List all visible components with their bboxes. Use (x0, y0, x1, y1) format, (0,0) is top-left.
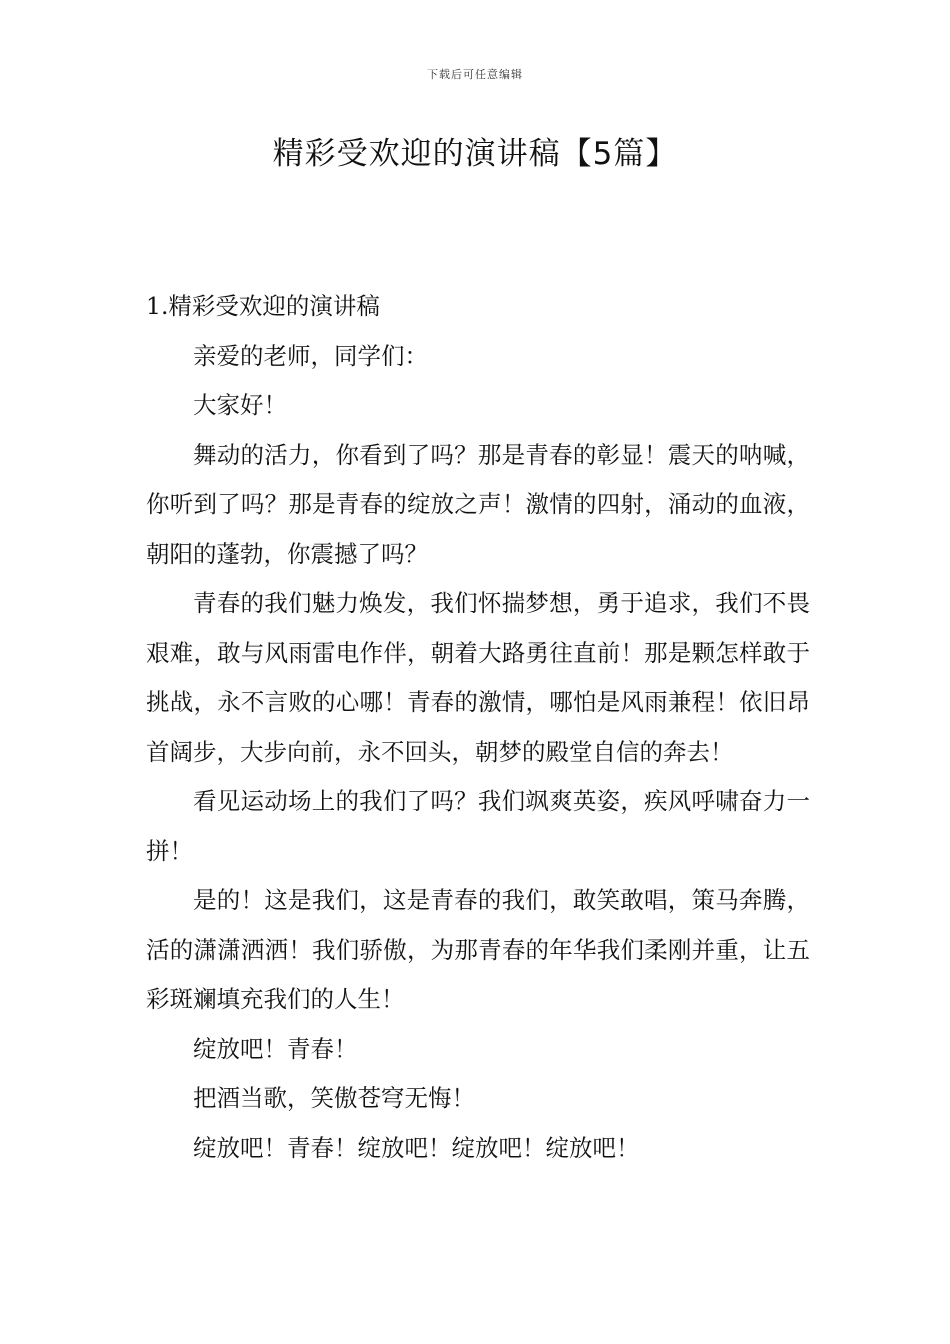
paragraph-greeting: 亲爱的老师，同学们： (193, 341, 428, 370)
header-note: 下载后可任意编辑 (427, 68, 523, 81)
document-body (146, 282, 810, 1173)
section-heading: 1.精彩受欢迎的演讲稿 (146, 292, 380, 320)
paragraph: 把酒当歌，笑傲苍穹无悔！ (193, 1084, 475, 1112)
paragraph: 舞动的活力，你看到了吗？那是青春的彰显！震天的呐喊，你听到了吗？那是青春的绽放之声！激情的四射，涌动的血液，朝阳的蓬勃，你震撼了吗？ (146, 440, 810, 568)
paragraph: 绽放吧！青春！绽放吧！绽放吧！绽放吧！ (193, 1133, 640, 1162)
paragraph: 是的！这是我们，这是青春的我们，敢笑敢唱，策马奔腾，活的潇潇洒洒！我们骄傲，为那青春的年华我们柔刚并重，让五彩斑斓填充我们的人生！ (146, 886, 810, 1013)
paragraph: 绽放吧！青春！ (193, 1034, 358, 1063)
paragraph: 青春的我们魅力焕发，我们怀揣梦想，勇于追求，我们不畏艰难，敢与风雨雷电作伴，朝着大路勇往直前！那是颗怎样敢于挑战，永不言败的心哪！青春的激情，哪怕是风雨兼程！依旧昂首阔步，大步向前，永不回头，朝梦的殿堂自信的奔去！ (146, 589, 810, 766)
paragraph-hello: 大家好！ (193, 391, 287, 419)
paragraph: 看见运动场上的我们了吗？我们飒爽英姿，疾风呼啸奋力一拼！ (146, 787, 810, 865)
document-title: 精彩受欢迎的演讲稿【5篇】 (272, 136, 678, 172)
